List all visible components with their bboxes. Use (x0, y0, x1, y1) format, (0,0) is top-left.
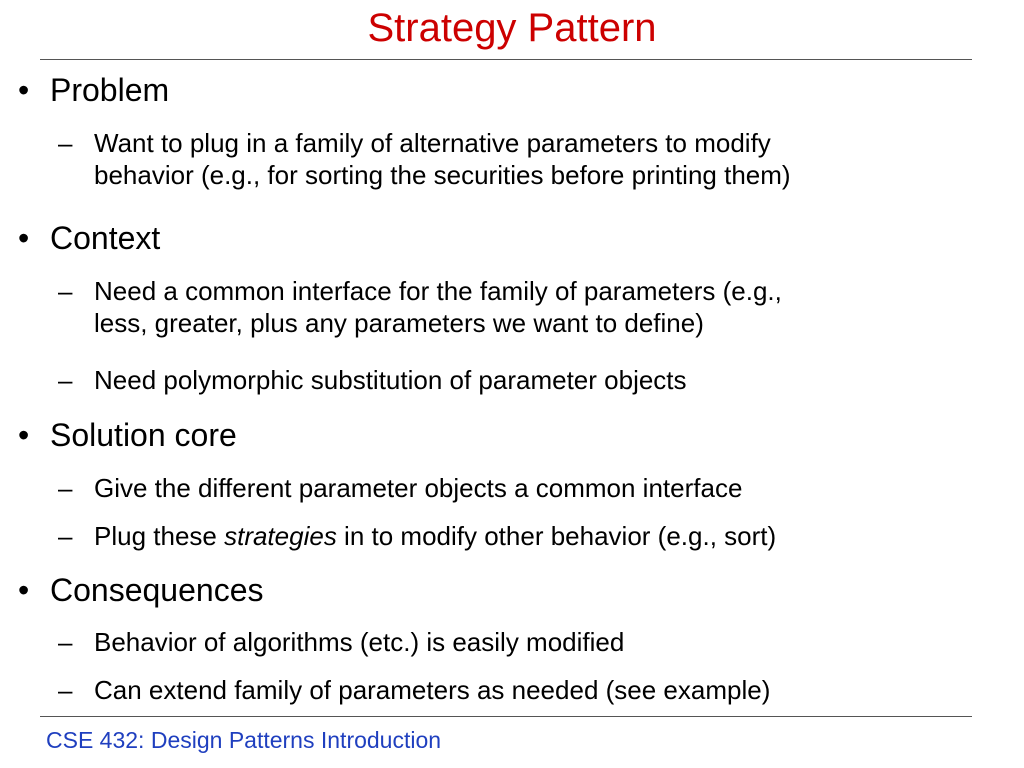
sub-point-problem-1 (58, 127, 791, 191)
sub-point-context-1 (58, 275, 782, 339)
bullet-solution-core (18, 415, 237, 455)
sub-point-text: Need polymorphic substitution of parameter objects (94, 365, 687, 395)
dash-glyph: – (58, 521, 73, 551)
dash-glyph: – (58, 627, 73, 657)
sub-point-consequences-2 (58, 674, 770, 706)
sub-point-text: Behavior of algorithms (etc.) is easily modified (94, 627, 625, 657)
bullet-problem (18, 70, 169, 110)
bullet-glyph: • (18, 220, 30, 256)
sub-point-text: Want to plug in a family of alternative parameters to modify (94, 128, 771, 158)
bullet-heading: Solution core (50, 417, 237, 453)
bullet-heading: Consequences (50, 572, 264, 608)
bullet-glyph: • (18, 572, 30, 608)
sub-point-solution-1 (58, 472, 742, 504)
dash-glyph: – (58, 675, 73, 705)
sub-point-text-after: in to modify other behavior (e.g., sort) (336, 521, 777, 551)
sub-point-text: Give the different parameter objects a common interface (94, 473, 743, 503)
sub-point-text-before: Plug these (94, 521, 225, 551)
bullet-glyph: • (18, 72, 30, 108)
dash-glyph: – (58, 365, 73, 395)
slide-footer: CSE 432: Design Patterns Introduction (46, 727, 442, 753)
sub-point-text-continued: less, greater, plus any parameters we want to define) (94, 308, 704, 338)
dash-glyph: – (58, 128, 73, 158)
title-divider (40, 59, 972, 60)
sub-point-context-2 (58, 364, 687, 396)
sub-point-text-continued: behavior (e.g., for sorting the securities before printing them) (94, 160, 791, 190)
sub-point-text: Can extend family of parameters as needed (see example) (94, 675, 771, 705)
sub-point-solution-2 (58, 520, 776, 552)
footer-divider (40, 716, 972, 717)
bullet-heading: Context (50, 220, 161, 256)
bullet-context (18, 218, 160, 258)
slide-title: Strategy Pattern (367, 6, 657, 50)
bullet-heading: Problem (50, 72, 170, 108)
sub-point-text: Need a common interface for the family of parameters (e.g., (94, 276, 782, 306)
bullet-consequences (18, 570, 263, 610)
dash-glyph: – (58, 276, 73, 306)
sub-point-consequences-1 (58, 626, 624, 658)
sub-point-emphasis: strategies (224, 521, 337, 551)
dash-glyph: – (58, 473, 73, 503)
bullet-glyph: • (18, 417, 30, 453)
